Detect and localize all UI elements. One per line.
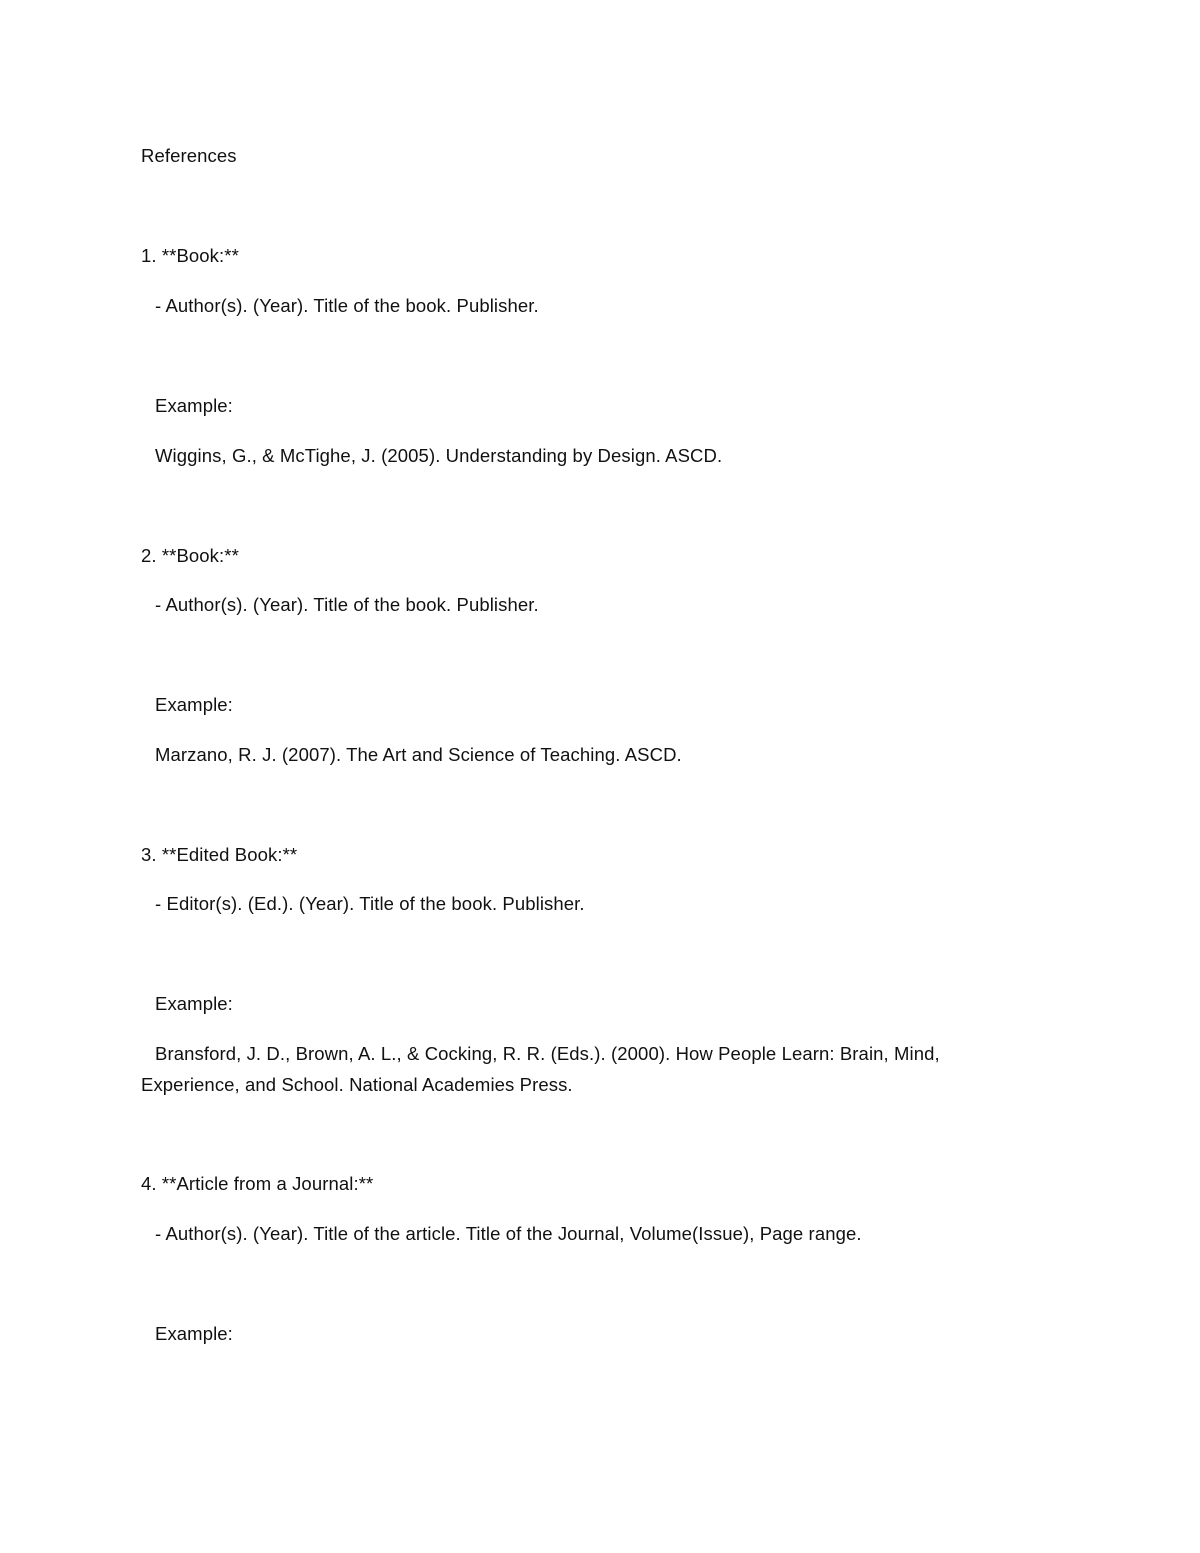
entry-2-example-label: Example:	[155, 694, 233, 715]
entry-3-example-text-line1: Bransford, J. D., Brown, A. L., & Cocking, R. R. (Eds.). (2000). How People Learn: Brain, Mind,	[155, 1043, 940, 1064]
entry-1-format: - Author(s). (Year). Title of the book. Publisher.	[155, 295, 539, 316]
entry-1-label: 1. **Book:**	[141, 245, 239, 266]
entry-2-label: 2. **Book:**	[141, 545, 239, 566]
entry-1-example-label: Example:	[155, 395, 233, 416]
entry-3-label: 3. **Edited Book:**	[141, 844, 298, 865]
entry-3-format: - Editor(s). (Ed.). (Year). Title of the book. Publisher.	[155, 893, 585, 914]
entry-4-format: - Author(s). (Year). Title of the article. Title of the Journal, Volume(Issue), Page range.	[155, 1223, 862, 1244]
entry-1-example-text: Wiggins, G., & McTighe, J. (2005). Understanding by Design. ASCD.	[155, 445, 723, 466]
entry-4-label: 4. **Article from a Journal:**	[141, 1173, 374, 1194]
page-heading: References	[141, 145, 237, 166]
entry-4-example-label: Example:	[155, 1323, 233, 1344]
entry-2-example-text: Marzano, R. J. (2007). The Art and Science of Teaching. ASCD.	[155, 744, 682, 765]
entry-3-example-label: Example:	[155, 993, 233, 1014]
entry-3-example-text-line2: Experience, and School. National Academies Press.	[141, 1074, 573, 1095]
entry-2-format: - Author(s). (Year). Title of the book. Publisher.	[155, 594, 539, 615]
